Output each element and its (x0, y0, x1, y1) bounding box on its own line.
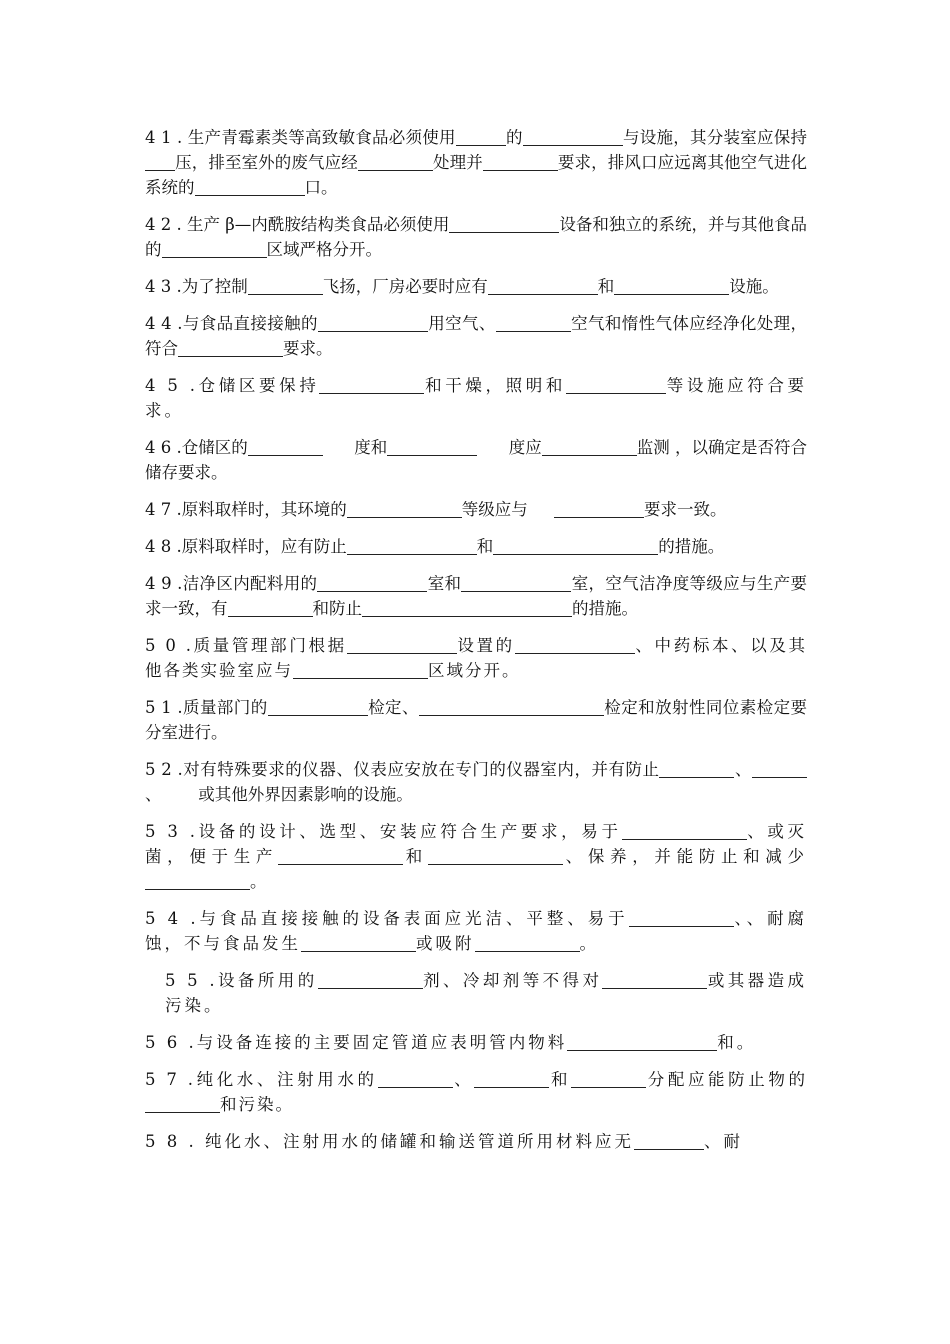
blank[interactable] (483, 152, 558, 171)
blank[interactable] (659, 759, 734, 778)
blank[interactable] (752, 759, 807, 778)
blank[interactable] (387, 437, 477, 456)
blank[interactable] (523, 127, 623, 146)
question-46: 4 6 .仓储区的 度和 度应 监测 ，以确定是否符合储存要求。 (145, 438, 808, 482)
blank[interactable] (301, 933, 416, 952)
question-52: 5 2 .对有特殊要求的仪器、仪表应安放在专门的仪器室内，并有防止 、、 或其他外界因素影响的设施。 (145, 757, 807, 807)
blank[interactable] (515, 635, 635, 654)
blank[interactable] (629, 908, 734, 927)
blank[interactable] (145, 1094, 220, 1113)
blank[interactable] (347, 536, 477, 555)
blank[interactable] (347, 499, 462, 518)
blank[interactable] (195, 177, 305, 196)
question-42: 4 2 . 生产 β—内酰胺结构类食品必须使用 设备和独立的系统，并与其他食品的 区域严格分开。 (145, 215, 807, 259)
blank[interactable] (602, 970, 707, 989)
question-43: 4 3 .为了控制 飞扬，厂房必要时应有 和 设施。 (145, 277, 779, 296)
blank[interactable] (145, 152, 175, 171)
blank[interactable] (162, 239, 267, 258)
blank[interactable] (317, 573, 427, 592)
blank[interactable] (474, 1069, 549, 1088)
blank[interactable] (419, 697, 604, 716)
question-50: 5 0 .质量管理部门根据 设置的 、中药标本、以及其他各类实验室应与 区域分开。 (145, 636, 808, 680)
blank[interactable] (318, 970, 423, 989)
blank[interactable] (428, 846, 563, 865)
question-list (145, 125, 807, 1166)
blank[interactable] (488, 276, 598, 295)
question-51: 5 1 .质量部门的 检定、 检定和放射性同位素检定要分室进行。 (145, 698, 808, 742)
question-58: 5 8 . 纯化水、注射用水的储罐和输送管道所用材料应无 、耐 (145, 1132, 743, 1151)
blank[interactable] (554, 499, 644, 518)
blank[interactable] (378, 1069, 453, 1088)
blank[interactable] (228, 598, 313, 617)
blank[interactable] (449, 214, 559, 233)
question-56: 5 6 .与设备连接的主要固定管道应表明管内物料 和。 (145, 1033, 757, 1052)
question-47: 4 7 .原料取样时，其环境的 等级应与 要求一致。 (145, 500, 727, 519)
blank[interactable] (566, 375, 666, 394)
blank[interactable] (318, 313, 428, 332)
question-55: 5 5 .设备所用的 剂、冷却剂等不得对 或其器造成污染。 (165, 971, 808, 1015)
question-44: 4 4 .与食品直接接触的 用空气、 空气和惰性气体应经净化处理，符合 要求。 (145, 314, 808, 358)
blank[interactable] (145, 871, 250, 890)
blank[interactable] (461, 573, 571, 592)
blank[interactable] (319, 375, 424, 394)
blank[interactable] (493, 536, 658, 555)
blank[interactable] (475, 933, 580, 952)
question-48: 4 8 .原料取样时，应有防止 和 的措施。 (145, 537, 725, 556)
question-41: 4 1 . 生产青霉素类等高致敏食品必须使用 的 与设施，其分装室应保持压，排至室外的废气应经 处理并 要求，排风口应远离其他空气进化系统的 口。 (145, 128, 808, 197)
blank[interactable] (634, 1131, 704, 1150)
blank[interactable] (542, 437, 637, 456)
blank[interactable] (248, 437, 323, 456)
blank[interactable] (496, 313, 571, 332)
blank[interactable] (248, 276, 323, 295)
blank[interactable] (456, 127, 506, 146)
blank[interactable] (178, 338, 283, 357)
blank[interactable] (278, 846, 403, 865)
blank[interactable] (622, 821, 747, 840)
question-49: 4 9 .洁净区内配料用的 室和 室，空气洁净度等级应与生产要求一致，有 和防止 的措施。 (145, 574, 808, 618)
question-45: 4 5 .仓储区要保持 和干燥，照明和 等设施应符合要求。 (145, 376, 808, 420)
blank[interactable] (362, 598, 572, 617)
blank[interactable] (268, 697, 368, 716)
blank[interactable] (567, 1032, 717, 1051)
blank[interactable] (571, 1069, 646, 1088)
question-53: 5 3 .设备的设计、选型、安装应符合生产要求，易于 、或灭菌，便于生产 和 、保养，并能防止和减少。 (145, 822, 808, 891)
question-57: 5 7 .纯化水、注射用水的 、 和 分配应能防止物的和污染。 (145, 1070, 808, 1114)
blank[interactable] (347, 635, 457, 654)
question-54: 5 4 .与食品直接接触的设备表面应光洁、平整、易于 、、耐腐蚀，不与食品发生 或吸附 。 (145, 909, 807, 953)
blank[interactable] (358, 152, 433, 171)
blank[interactable] (614, 276, 729, 295)
blank[interactable] (293, 660, 428, 679)
